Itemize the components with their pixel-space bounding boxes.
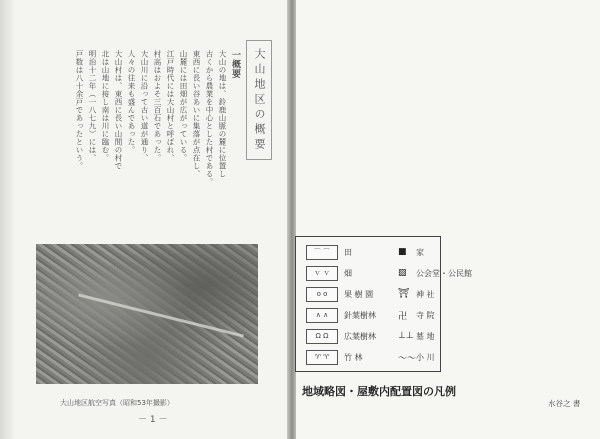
- hall-symbol: ▨: [398, 268, 407, 278]
- conifer-symbol: ∧ ∧: [306, 308, 338, 323]
- page-number: － 1 －: [138, 415, 168, 425]
- text-column: 大山村は、東西に長い山間の村で: [114, 50, 123, 170]
- legend-row: [296, 327, 440, 345]
- legend-title: 地域略図・屋敷内配置図の凡例: [302, 385, 456, 398]
- field-symbol: ｖ ｖ: [306, 266, 338, 281]
- corner-text: 水谷之 書: [548, 399, 581, 408]
- text-column: 村高はおよそ三百石であった。: [153, 50, 162, 162]
- legend-row: [296, 348, 440, 366]
- legend-label: 家: [416, 247, 424, 257]
- text-column: 明治十二年（一八七九）には、: [88, 50, 97, 162]
- legend-label: 果 樹 園: [344, 289, 374, 299]
- text-column: 古くから農業を中心とした村である。: [205, 50, 214, 186]
- orchard-symbol: ο ο: [306, 287, 338, 302]
- text-column: 江戸時代には大山村と呼ばれ、: [166, 50, 175, 162]
- legend-box: [295, 236, 472, 372]
- section-heading: 一概要: [230, 50, 240, 79]
- chapter-title: 大山地区の概要: [253, 47, 266, 153]
- text-column: 大山の地は、鈴鹿山脈の麓に位置し: [218, 50, 227, 178]
- page-shadow: [0, 0, 16, 439]
- legend-label: 広葉樹林: [344, 331, 376, 341]
- shrine-symbol: ⛩: [398, 289, 410, 299]
- text-column: 人々の往来も盛んであった。: [127, 50, 136, 154]
- photo-road-line: [78, 293, 244, 337]
- temple-symbol: 卍: [398, 311, 408, 322]
- legend-label: 墓 地: [416, 331, 435, 341]
- legend-row: [296, 306, 440, 324]
- text-column: 大山川に沿って古い道が通り、: [140, 50, 149, 162]
- legend-label: 小 川: [416, 352, 435, 362]
- house-symbol: ■: [398, 247, 407, 257]
- legend-label: 公会堂・公民館: [416, 268, 472, 278]
- text-column: 北は山地に接し南は川に臨む。: [101, 50, 110, 162]
- legend-row: [296, 243, 440, 261]
- legend-label: 田: [344, 247, 352, 257]
- legend-label: 寺 院: [416, 310, 435, 320]
- legend-label: 神 社: [416, 289, 435, 299]
- legend-row: [296, 264, 472, 282]
- legend-label: 竹 林: [344, 352, 363, 362]
- text-column: 山麓には田畑が広がっている。: [179, 50, 188, 162]
- stream-symbol: ～～: [398, 353, 417, 364]
- legend-row: [296, 285, 440, 303]
- legend-label: 畑: [344, 268, 352, 278]
- bamboo-symbol: ♈ ♈: [306, 350, 338, 365]
- aerial-photo: [36, 244, 258, 384]
- broadleaf-symbol: Ω Ω: [306, 329, 338, 344]
- body-text: [75, 50, 240, 202]
- right-page: [296, 0, 600, 439]
- legend-label: 針葉樹林: [344, 310, 376, 320]
- photo-caption: 大山地区航空写真（昭和53年撮影）: [60, 399, 174, 407]
- text-column: 東西に長い谷あいに集落が点在し、: [192, 50, 201, 178]
- cemetery-symbol: ⊥⊥: [398, 331, 414, 341]
- rice-field-symbol: ⌒ ⌒: [306, 245, 338, 260]
- text-column: 戸数は八十余戸であったという。: [75, 50, 84, 170]
- chapter-title-box: [246, 40, 272, 160]
